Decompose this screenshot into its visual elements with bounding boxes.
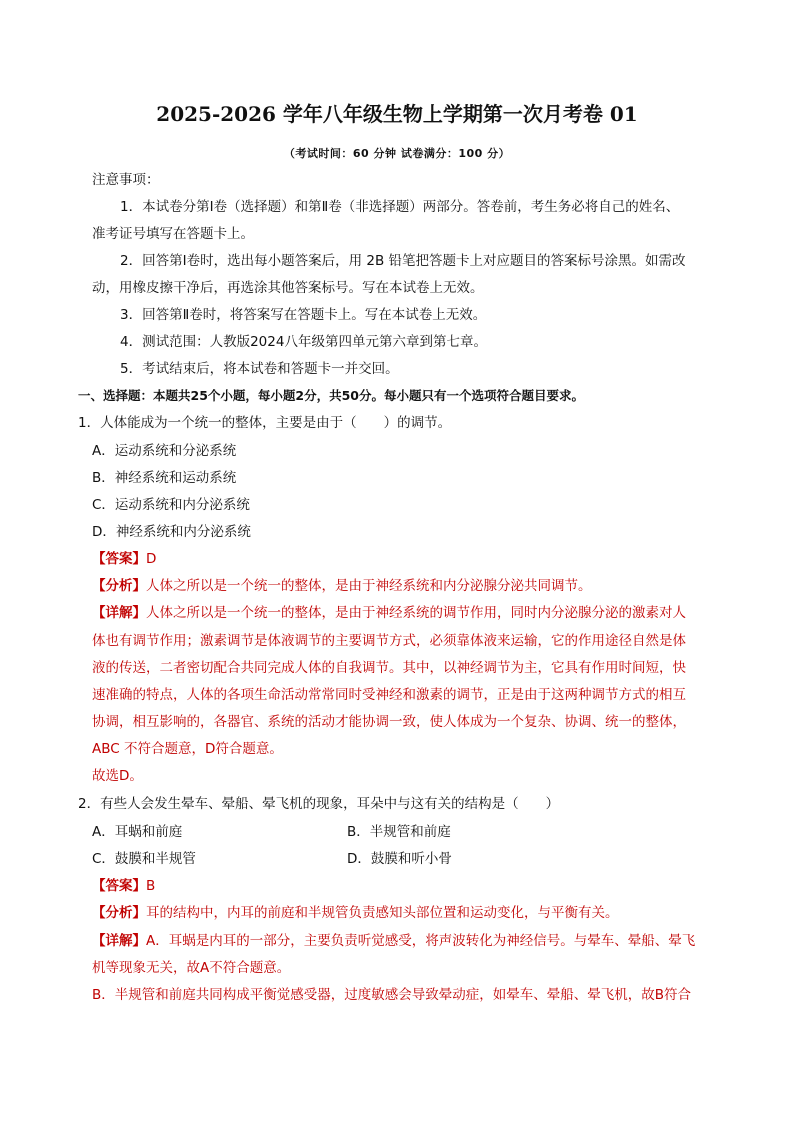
question-2-detail-line-2: 机等现象无关，故A不符合题意。 — [92, 960, 291, 976]
answer-tag: 【答案】 — [92, 878, 146, 894]
section-heading: 一、选择题：本题共25个小题，每小题2分，共50分。每小题只有一个选项符合题目要求。 — [78, 388, 584, 403]
notice-item-5: 5．考试结束后，将本试卷和答题卡一并交回。 — [120, 361, 399, 377]
question-1-detail-line-4: 速准确的特点，人体的各项生命活动常常同时受神经和激素的调节，正是由于这两种调节方式的相互 — [92, 687, 686, 703]
detail-text: A．耳蜗是内耳的一部分，主要负责听觉感受，将声波转化为神经信号。与晕车、晕船、晕飞 — [146, 933, 696, 949]
notice-item-1: 1．本试卷分第Ⅰ卷（选择题）和第Ⅱ卷（非选择题）两部分。答卷前，考生务必将自己的姓名、 — [120, 199, 680, 215]
detail-tag: 【详解】 — [92, 605, 146, 621]
question-1-detail-line-5: 协调，相互影响的，各器官、系统的活动才能协调一致，使人体成为一个复杂、协调、统一的整体， — [92, 714, 686, 730]
analysis-text: 人体之所以是一个统一的整体，是由于神经系统和内分泌腺分泌共同调节。 — [146, 578, 592, 594]
notice-heading: 注意事项： — [92, 172, 160, 188]
answer-value: B — [146, 878, 156, 894]
notice-item-2-cont: 动，用橡皮擦干净后，再选涂其他答案标号。写在本试卷上无效。 — [92, 280, 484, 296]
notice-item-3: 3．回答第Ⅱ卷时，将答案写在答题卡上。写在本试卷上无效。 — [120, 307, 487, 323]
answer-value: D — [146, 551, 157, 567]
question-1-analysis — [92, 576, 592, 596]
detail-tag: 【详解】 — [92, 933, 146, 949]
page-title: 2025-2026 学年八年级生物上学期第一次月考卷 01 — [156, 102, 638, 126]
question-2-stem: 2．有些人会发生晕车、晕船、晕飞机的现象，耳朵中与这有关的结构是（ ） — [78, 796, 560, 812]
question-2-option-a: A．耳蜗和前庭 — [92, 824, 183, 840]
question-1-option-c: C．运动系统和内分泌系统 — [92, 497, 250, 513]
question-2-analysis — [92, 903, 619, 923]
question-2-option-d: D．鼓膜和听小骨 — [347, 851, 452, 867]
notice-item-4: 4．测试范围：人教版2024八年级第四单元第六章到第七章。 — [120, 334, 487, 350]
notice-item-2: 2．回答第Ⅰ卷时，选出每小题答案后，用 2B 铅笔把答题卡上对应题目的答案标号涂黑。如需改 — [120, 253, 686, 269]
question-2-detail-line-3: B．半规管和前庭共同构成平衡觉感受器，过度敏感会导致晕动症，如晕车、晕船、晕飞机，故B符合 — [92, 987, 692, 1003]
answer-tag: 【答案】 — [92, 551, 146, 567]
question-1-option-d: D．神经系统和内分泌系统 — [92, 524, 251, 540]
question-1-detail-line-6: ABC 不符合题意，D符合题意。 — [92, 741, 283, 757]
question-1-detail-line-3: 液的传送，二者密切配合共同完成人体的自我调节。其中，以神经调节为主，它具有作用时间短，快 — [92, 660, 686, 676]
detail-text: 人体之所以是一个统一的整体，是由于神经系统的调节作用，同时内分泌腺分泌的激素对人 — [146, 605, 686, 621]
question-1-answer — [92, 549, 156, 569]
question-2-detail-line-1 — [92, 931, 695, 951]
question-1-conclusion: 故选D。 — [92, 768, 143, 784]
analysis-text: 耳的结构中，内耳的前庭和半规管负责感知头部位置和运动变化，与平衡有关。 — [146, 905, 619, 921]
exam-info: （考试时间：60 分钟 试卷满分：100 分） — [283, 147, 511, 160]
question-1-option-b: B．神经系统和运动系统 — [92, 470, 237, 486]
analysis-tag: 【分析】 — [92, 578, 146, 594]
question-2-option-b: B．半规管和前庭 — [347, 824, 451, 840]
question-2-option-c: C．鼓膜和半规管 — [92, 851, 196, 867]
question-2-answer — [92, 876, 155, 896]
question-1-detail-line-2: 体也有调节作用；激素调节是体液调节的主要调节方式，必须靠体液来运输，它的作用途径自然是体 — [92, 633, 686, 649]
question-1-option-a: A．运动系统和分泌系统 — [92, 443, 237, 459]
question-1-detail-line-1 — [92, 603, 686, 623]
notice-item-1-cont: 准考证号填写在答题卡上。 — [92, 226, 254, 242]
analysis-tag: 【分析】 — [92, 905, 146, 921]
question-1-stem: 1．人体能成为一个统一的整体，主要是由于（ ）的调节。 — [78, 415, 452, 431]
